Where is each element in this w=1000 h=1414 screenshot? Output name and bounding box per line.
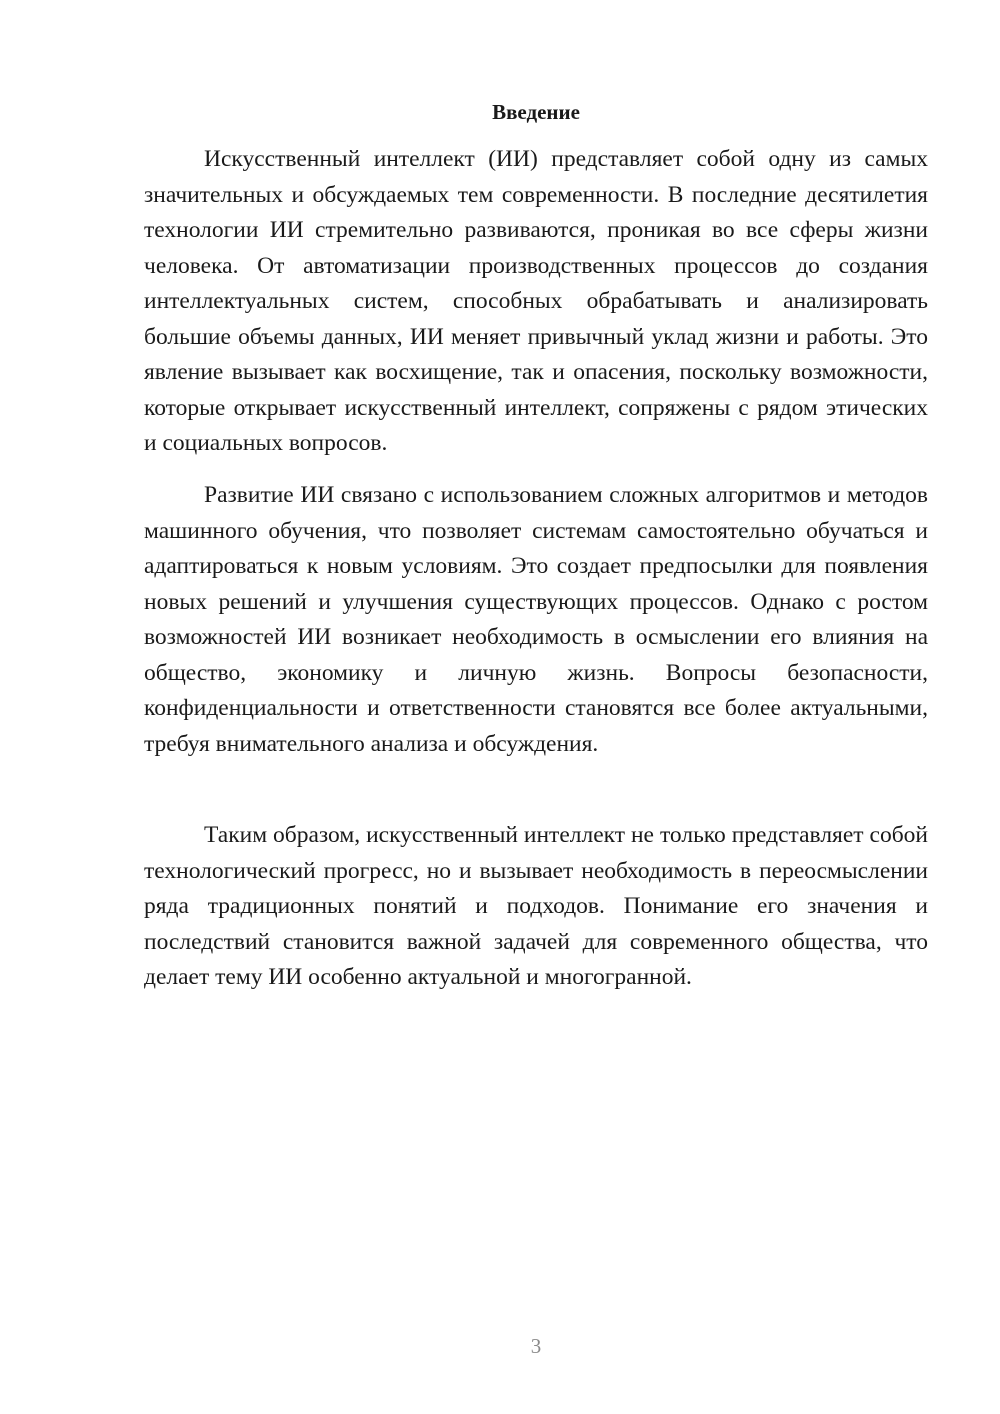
page-title: Введение — [492, 100, 580, 124]
paragraph-2-container — [144, 478, 928, 762]
paragraph-3-container — [144, 818, 928, 996]
paragraph-1-container — [144, 142, 928, 462]
paragraph-2: Развитие ИИ связано с использованием сложных алгоритмов и методов машинного обучения, что позволяет системам самостоятельно обучаться и адаптироваться к новым условиям. Это создает предпосылки для появления новых решений и улучшения существующих процессов. Однако с ростом возможностей ИИ возникает необходимость в осмыслении его влияния на общество, экономику и личную жизнь. Вопросы безопасности, конфиденциальности и ответственности становятся все более актуальными, требуя внимательного анализа и обсуждения. — [144, 482, 928, 757]
paragraph-3: Таким образом, искусственный интеллект не только представляет собой технологический прогресс, но и вызывает необходимость в переосмыслении ряда традиционных понятий и подходов. Понимание его значения и последствий становится важной задачей для современного общества, что делает тему ИИ особенно актуальной и многогранной. — [144, 822, 928, 990]
title-container — [0, 98, 1000, 126]
page-number: 3 — [530, 1334, 542, 1358]
paragraph-1: Искусственный интеллект (ИИ) представляет собой одну из самых значительных и обсуждаемых тем современности. В последние десятилетия технологии ИИ стремительно развиваются, проникая во все сферы жизни человека. От автоматизации производственных процессов до создания интеллектуальных систем, способных обрабатывать и анализировать большие объемы данных, ИИ меняет привычный уклад жизни и работы. Это явление вызывает как восхищение, так и опасения, поскольку возможности, которые открывает искусственный интеллект, сопряжены с рядом этических и социальных вопросов. — [144, 146, 928, 456]
